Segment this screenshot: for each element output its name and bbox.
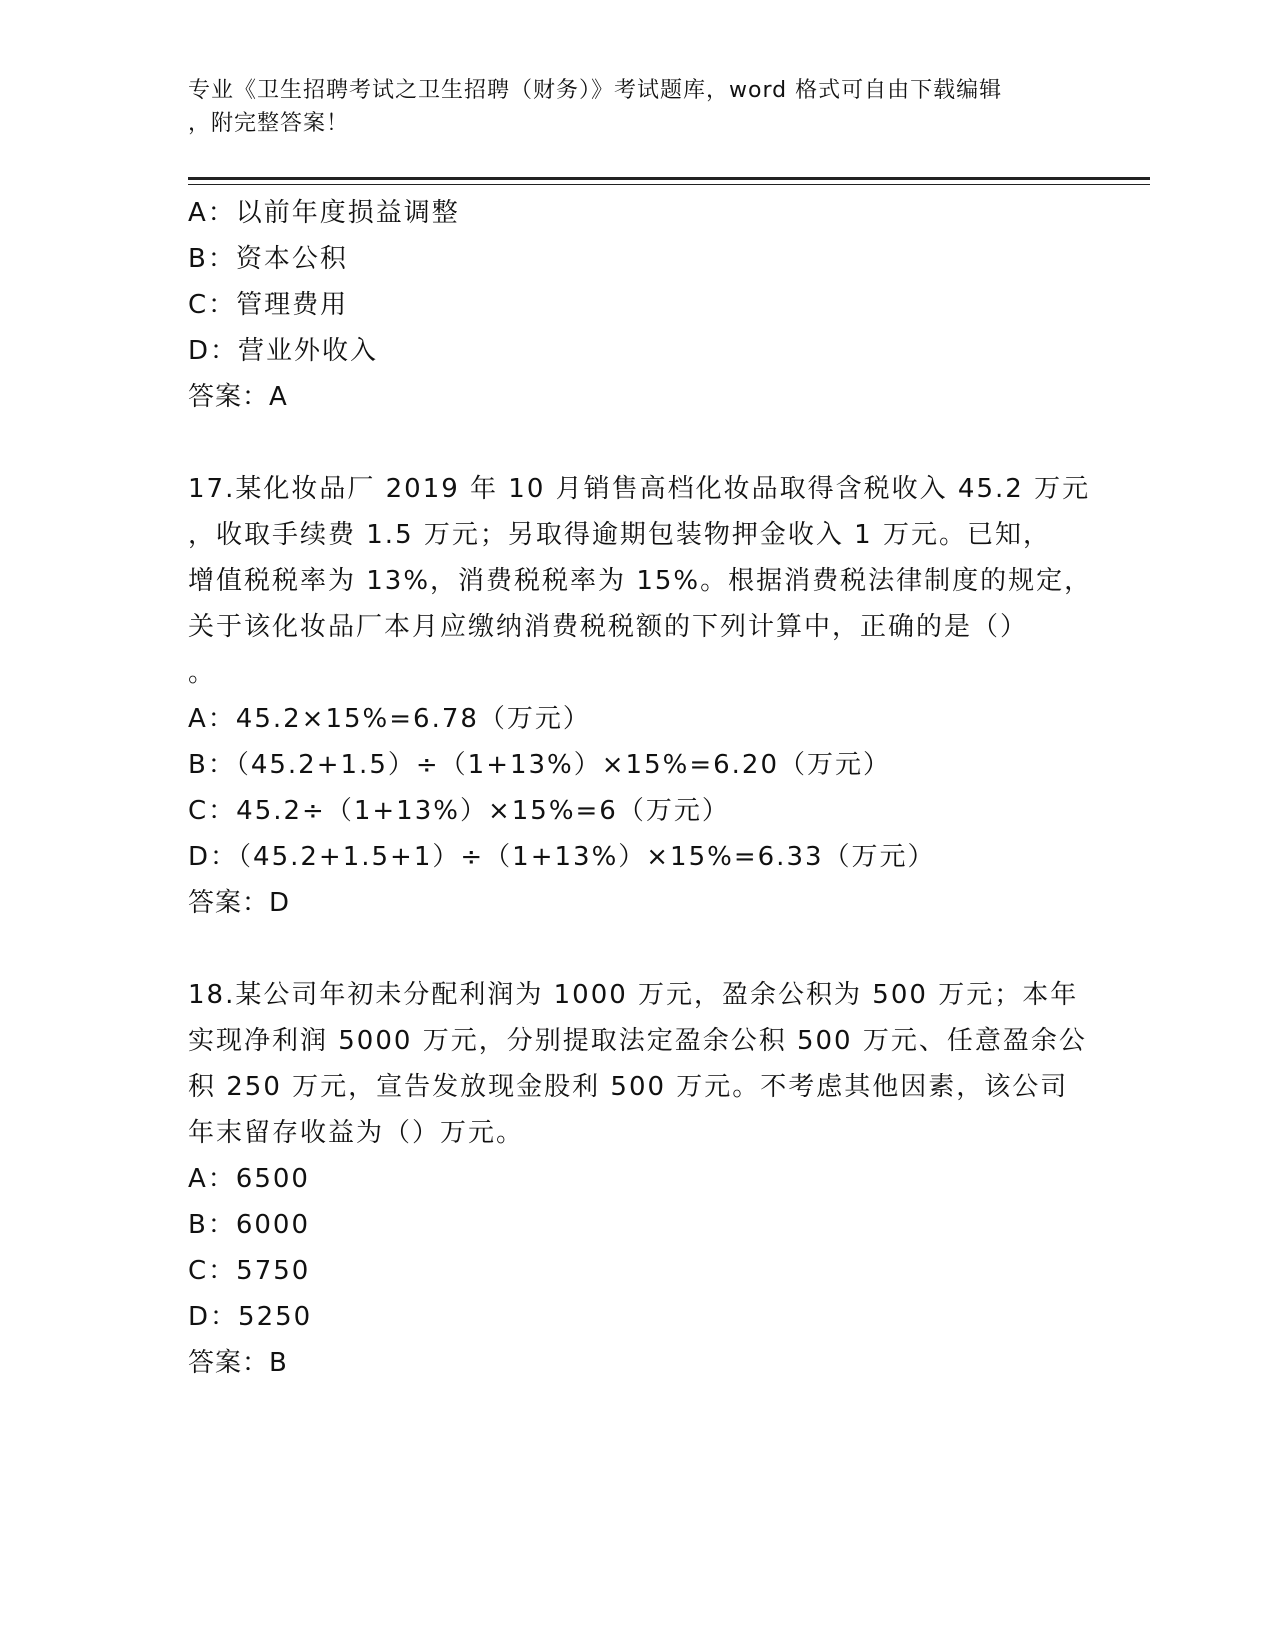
header-rule-thin [188,184,1150,185]
question-text-line: 积 250 万元，宣告发放现金股利 500 万元。不考虑其他因素，该公司 [188,1072,1069,1102]
option-b: B：6000 [188,1210,311,1240]
option-d: D：营业外收入 [188,336,379,366]
option-d: D：（45.2+1.5+1）÷（1+13%）×15%=6.33（万元） [188,842,936,872]
question-text-line: 关于该化妆品厂本月应缴纳消费税税额的下列计算中，正确的是（） [188,612,1029,642]
question-text-line: 。 [188,658,217,688]
question-16 [188,190,1088,420]
answer: 答案：B [188,1348,288,1378]
question-text-line: 实现净利润 5000 万元，分别提取法定盈余公积 500 万元、任意盈余公 [188,1026,1087,1056]
header-line-1: 专业《卫生招聘考试之卫生招聘（财务）》考试题库，word 格式可自由下载编辑 [188,78,1003,103]
question-text-line: 17.某化妆品厂 2019 年 10 月销售高档化妆品取得含税收入 45.2 万元 [188,474,1091,504]
question-text-line: ，收取手续费 1.5 万元；另取得逾期包装物押金收入 1 万元。已知， [188,520,1051,550]
header-rule-thick [188,177,1150,180]
option-a: A：45.2×15%=6.78（万元） [188,704,591,734]
option-c: C：5750 [188,1256,311,1286]
option-c: C：管理费用 [188,290,349,320]
option-c: C：45.2÷（1+13%）×15%=6（万元） [188,796,730,826]
question-text-line: 年末留存收益为（）万元。 [188,1118,525,1148]
question-17 [188,466,1093,926]
option-b: B：（45.2+1.5）÷（1+13%）×15%=6.20（万元） [188,750,892,780]
option-a: A：6500 [188,1164,310,1194]
spacer [188,420,1088,466]
option-a: A：以前年度损益调整 [188,198,460,228]
answer: 答案：D [188,888,291,918]
question-18 [188,972,1088,1386]
option-b: B：资本公积 [188,244,348,274]
option-d: D：5250 [188,1302,313,1332]
answer: 答案：A [188,382,288,412]
question-text-line: 18.某公司年初未分配利润为 1000 万元，盈余公积为 500 万元；本年 [188,980,1079,1010]
header-line-2: ，附完整答案！ [188,111,350,136]
document-body [188,190,1093,1386]
question-text-line: 增值税税率为 13%，消费税税率为 15%。根据消费税法律制度的规定， [188,566,1093,596]
document-header [188,74,1088,140]
spacer [188,926,1088,972]
